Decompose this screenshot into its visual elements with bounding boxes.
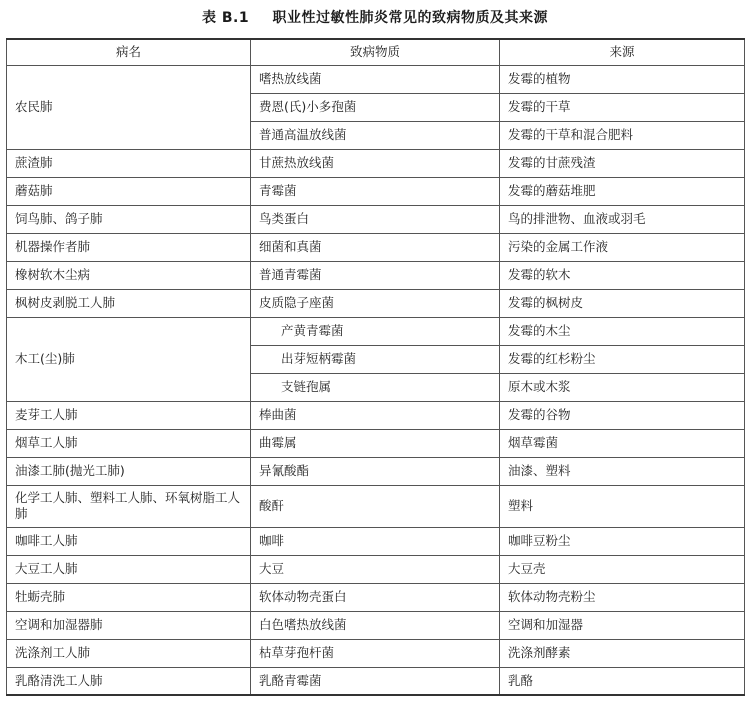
source-cell: 大豆壳 [500,555,745,583]
disease-cell: 麦芽工人肺 [7,401,251,429]
disease-cell: 木工(尘)肺 [7,317,251,401]
source-cell: 烟草霉菌 [500,429,745,457]
table-row [7,611,745,639]
disease-cell: 油漆工肺(抛光工肺) [7,457,251,485]
disease-cell: 咖啡工人肺 [7,527,251,555]
table-number: 表 B.1 [202,10,250,26]
source-cell: 软体动物壳粉尘 [500,583,745,611]
disease-cell: 农民肺 [7,65,251,149]
disease-cell: 饲鸟肺、鸽子肺 [7,205,251,233]
table-row [7,261,745,289]
agent-cell: 青霉菌 [251,177,500,205]
agent-cell: 大豆 [251,555,500,583]
disease-cell: 洗涤剂工人肺 [7,639,251,667]
source-cell: 发霉的植物 [500,65,745,93]
table-row [7,457,745,485]
disease-cell: 牡蛎壳肺 [7,583,251,611]
agent-cell: 白色嗜热放线菌 [251,611,500,639]
agent-cell: 软体动物壳蛋白 [251,583,500,611]
header-source: 来源 [500,39,745,65]
header-disease: 病名 [7,39,251,65]
agent-cell: 异氰酸酯 [251,457,500,485]
source-cell: 发霉的干草 [500,93,745,121]
disease-cell: 化学工人肺、塑料工人肺、环氧树脂工人肺 [7,485,251,527]
table-row [7,233,745,261]
agent-cell: 酸酐 [251,485,500,527]
table-row [7,555,745,583]
source-cell: 发霉的干草和混合肥料 [500,121,745,149]
agent-cell: 枯草芽孢杆菌 [251,639,500,667]
disease-cell: 乳酪清洗工人肺 [7,667,251,695]
table-row [7,429,745,457]
disease-cell: 橡树软木尘病 [7,261,251,289]
table-row [7,289,745,317]
agent-cell: 乳酪青霉菌 [251,667,500,695]
table-body [7,65,745,695]
source-cell: 发霉的蘑菇堆肥 [500,177,745,205]
source-cell: 乳酪 [500,667,745,695]
disease-cell: 枫树皮剥脱工人肺 [7,289,251,317]
table-row [7,205,745,233]
source-cell: 污染的金属工作液 [500,233,745,261]
table-row [7,317,745,345]
source-cell: 发霉的软木 [500,261,745,289]
source-cell: 鸟的排泄物、血液或羽毛 [500,205,745,233]
table-row [7,639,745,667]
agent-cell: 咖啡 [251,527,500,555]
table-row [7,65,745,93]
agent-cell: 出芽短柄霉菌 [251,345,500,373]
agent-cell: 曲霉属 [251,429,500,457]
agent-cell: 嗜热放线菌 [251,65,500,93]
source-cell: 发霉的木尘 [500,317,745,345]
table-caption [6,6,744,38]
table-row [7,583,745,611]
agent-cell: 皮质隐子座菌 [251,289,500,317]
disease-cell: 蘑菇肺 [7,177,251,205]
table-row [7,667,745,695]
source-cell: 塑料 [500,485,745,527]
disease-cell: 空调和加湿器肺 [7,611,251,639]
table-row [7,401,745,429]
agent-cell: 甘蔗热放线菌 [251,149,500,177]
table-row [7,149,745,177]
agent-cell: 普通青霉菌 [251,261,500,289]
disease-cell: 大豆工人肺 [7,555,251,583]
table-row [7,177,745,205]
header-agent: 致病物质 [251,39,500,65]
agent-cell: 支链孢属 [251,373,500,401]
agent-cell: 细菌和真菌 [251,233,500,261]
disease-cell: 蔗渣肺 [7,149,251,177]
agent-cell: 棒曲菌 [251,401,500,429]
disease-cell: 机器操作者肺 [7,233,251,261]
table-row [7,485,745,527]
source-cell: 发霉的谷物 [500,401,745,429]
agent-cell: 鸟类蛋白 [251,205,500,233]
allergen-table [6,38,745,696]
agent-cell: 产黄青霉菌 [251,317,500,345]
source-cell: 发霉的甘蔗残渣 [500,149,745,177]
source-cell: 发霉的红杉粉尘 [500,345,745,373]
table-title: 职业性过敏性肺炎常见的致病物质及其来源 [272,10,548,26]
source-cell: 发霉的枫树皮 [500,289,745,317]
table-row [7,527,745,555]
disease-cell: 烟草工人肺 [7,429,251,457]
header-row [7,39,745,65]
source-cell: 油漆、塑料 [500,457,745,485]
source-cell: 咖啡豆粉尘 [500,527,745,555]
agent-cell: 普通高温放线菌 [251,121,500,149]
source-cell: 原木或木浆 [500,373,745,401]
source-cell: 空调和加湿器 [500,611,745,639]
agent-cell: 费恩(氏)小多孢菌 [251,93,500,121]
source-cell: 洗涤剂酵素 [500,639,745,667]
